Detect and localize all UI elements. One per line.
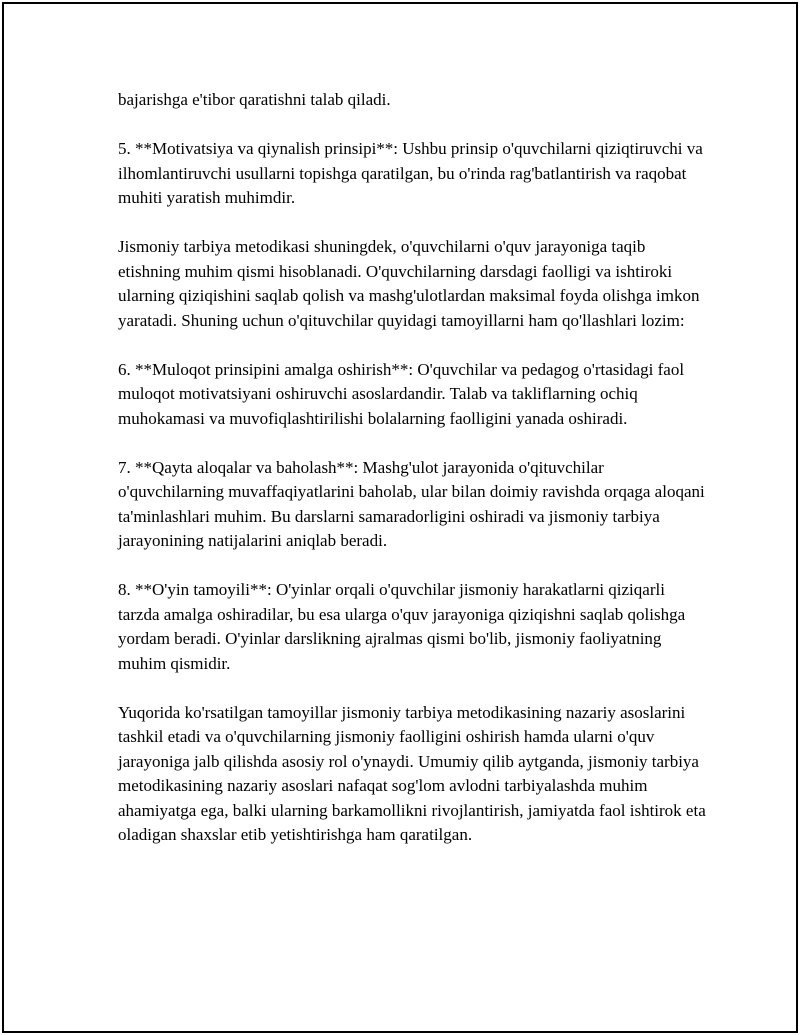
paragraph-methodology-intro: Jismoniy tarbiya metodikasi shuningdek, o'quvchilarni o'quv jarayoniga taqib etishning muhim qismi hisoblanadi. O'quvchilarning darsdagi faolligi va ishtiroki ularning qiziqishini saqlab qolish va mashg'ulotlardan maksimal foyda olishga imkon yaratadi. Shuning uchun o'qituvchilar quyidagi tamoyillarni ham qo'llashlari lozim: — [118, 237, 700, 330]
paragraph-principle-5: 5. **Motivatsiya va qiynalish prinsipi**: Ushbu prinsip o'quvchilarni qiziqtiruvchi va ilhomlantiruvchi usullarni topishga qaratilgan, bu o'rinda rag'batlantirish va raqobat muhiti yaratish muhimdir. — [118, 139, 703, 207]
paragraph-principle-7: 7. **Qayta aloqalar va baholash**: Mashg'ulot jarayonida o'qituvchilar o'quvchilarning muvaffaqiyatlarini baholab, ular bilan doimiy ravishda orqaga aloqani ta'minlashlari muhim. Bu darslarni samaradorligini oshiradi va jismoniy tarbiya jarayonining natijalarini aniqlab beradi. — [118, 457, 705, 550]
paragraph-conclusion: Yuqorida ko'rsatilgan tamoyillar jismoniy tarbiya metodikasining nazariy asoslarini tashkil etadi va o'quvchilarning jismoniy faolligini oshirish hamda ularni o'quv jarayoniga jalb qilishda asosiy rol o'ynaydi. Umumiy qilib aytganda, jismoniy tarbiya metodikasining nazariy asoslari nafaqat sog'lom avlodni tarbiyalashda muhim ahamiyatga ega, balki ularning barkamollikni rivojlantirish, jamiyatda faol ishtirok eta oladigan shaxslar etib yetishtirishga ham qaratilgan. — [118, 702, 706, 844]
paragraph-continuation: bajarishga e'tibor qaratishni talab qiladi. — [118, 90, 391, 109]
paragraph-principle-8: 8. **O'yin tamoyili**: O'yinlar orqali o'quvchilar jismoniy harakatlarni qiziqarli tarzda amalga oshiradilar, bu esa ularga o'quv jarayoniga qiziqishni saqlab qolishga yordam beradi. O'yinlar darslikning ajralmas qismi bo'lib, jismoniy faoliyatning muhim qismidir. — [118, 580, 686, 673]
paragraph-principle-6: 6. **Muloqot prinsipini amalga oshirish**: O'quvchilar va pedagog o'rtasidagi faol muloqot motivatsiyani oshiruvchi asoslardandir. Talab va takliflarning ochiq muhokamasi va muvofiqlashtirilishi bolalarning faolligini yanada oshiradi. — [118, 359, 685, 428]
document-body — [118, 88, 708, 872]
